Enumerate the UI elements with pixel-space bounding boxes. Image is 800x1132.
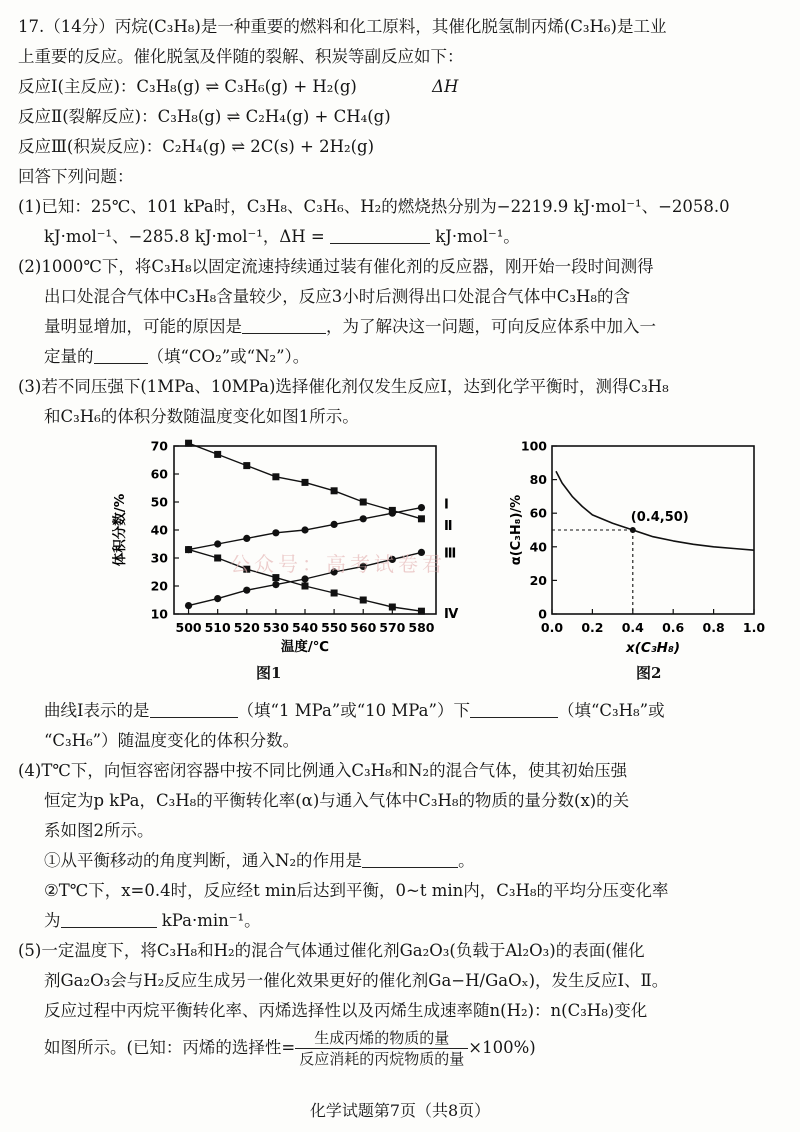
x-tick-label: 0.4 [621,620,644,635]
part2-line1: (2)1000℃下，将C₃H₈以固定流速持续通过装有催化剂的反应器，刚开始一段时间测得 [18,257,654,276]
x-axis-label: 温度/℃ [280,639,330,655]
answer-blank-6[interactable] [362,849,458,868]
part5-line2: 剂Ga₂O₃会与H₂反应生成另一催化效果更好的催化剂Ga−H/GaOₓ)，发生反应Ⅰ、Ⅱ。 [44,971,669,990]
x-tick-label: 570 [379,620,406,635]
x-tick-label: 0.6 [662,620,685,635]
answer-blank-7[interactable] [61,909,157,928]
y-tick-label: 20 [150,578,168,594]
part4-sub2-answer [18,906,786,936]
series-label-3: Ⅲ [444,546,457,562]
data-point [185,546,192,553]
part3-text-b: （填“1 MPa”或“10 MPa”）下 [237,701,470,720]
data-point [389,604,396,611]
part5-line1: (5)一定温度下，将C₃H₈和H₂的混合气体通过催化剂Ga₂O₃(负载于Al₂O₃)的表面(催化 [18,941,645,960]
data-point [185,440,192,447]
part3-line1: (3)若不同压强下(1MPa、10MPa)选择催化剂仅发生反应Ⅰ，达到化学平衡时，测得C₃H₈ [18,377,669,396]
part4-sub2-unit: kPa·min⁻¹。 [161,911,261,930]
data-point [272,473,279,480]
part3-text-c: （填“C₃H₈”或 [557,701,665,720]
part2-text-a: 量明显增加，可能的原因是 [44,317,242,336]
y-tick-label: 50 [150,494,168,510]
part2-text-b: ，为了解决这一问题，可向反应体系中加入一 [326,317,656,336]
annotation-label: (0.4,50) [630,510,689,525]
fraction-numerator: 生成丙烯的物质的量 [295,1028,468,1049]
question-intro-1: 17.（14分）丙烷(C₃H₈)是一种重要的燃料和化工原料，其催化脱氢制丙烯(C₃H₆)是工业 [18,17,667,36]
y-tick-label: 10 [150,606,168,622]
data-point [360,597,367,604]
part3-line2: 和C₃H₆的体积分数随温度变化如图1所示。 [44,407,359,426]
part4-sub2: ②T℃下，x=0.4时，反应经t min后达到平衡，0~t min内，C₃H₈的平均分压变化率 [44,881,669,900]
x-tick-label: 0.8 [702,620,725,635]
part3-text-a: 曲线Ⅰ表示的是 [44,701,150,720]
reaction-2 [18,102,786,132]
part5-text-a: 如图所示。(已知：丙烯的选择性= [44,1038,296,1057]
reaction-3 [18,132,786,162]
y-tick-label: 70 [150,438,168,454]
page-footer: 化学试题第7页（共8页） [309,1101,491,1120]
figure-2-chart [506,438,766,668]
data-point [272,529,279,536]
data-point [302,583,309,590]
x-axis-label: x(C₃H₈) [625,640,681,656]
data-point [302,479,309,486]
part1-unit: kJ·mol⁻¹。 [435,227,520,246]
data-point [243,587,250,594]
figure-1-caption: 图1 [256,664,282,682]
x-tick-label: 510 [204,620,231,635]
selectivity-fraction [295,1028,468,1069]
data-point [331,487,338,494]
part1-line1: (1)已知：25℃、101 kPa时，C₃H₈、C₃H₆、H₂的燃烧热分别为−2219.9 kJ·mol⁻¹、−2058.0 [18,197,730,216]
reaction-1-delta-h: ΔH [432,77,459,96]
y-tick-label: 30 [150,550,168,566]
part4-line1: (4)T℃下，向恒容密闭容器中按不同比例通入C₃H₈和N₂的混合气体，使其初始压强 [18,761,628,780]
reaction-3-equation: C₂H₄(g) ⇌ 2C(s) + 2H₂(g) [162,137,375,156]
data-point [214,540,221,547]
watermark: 公众号：高考试卷君 [230,552,446,576]
y-axis-label: 体积分数/% [112,493,128,567]
x-tick-label: 520 [233,620,260,635]
part3-line3 [18,696,786,726]
x-tick-label: 560 [350,620,377,635]
part1-text: kJ·mol⁻¹、−285.8 kJ·mol⁻¹，ΔH = [44,227,325,246]
reaction-1-label: 反应Ⅰ(主反应)： [18,77,137,96]
data-point [214,451,221,458]
data-point [301,526,308,533]
series-label-4: Ⅳ [444,607,459,623]
data-point [360,499,367,506]
answer-blank-1[interactable] [330,225,430,244]
reaction-2-label: 反应Ⅱ(裂解反应)： [18,107,158,126]
part2-text-c: 定量的 [44,347,94,366]
data-point [418,608,425,615]
data-point [243,462,250,469]
data-point [185,602,192,609]
y-tick-label: 20 [529,572,547,588]
part1-line2 [18,222,786,252]
x-tick-label: 550 [321,620,348,635]
answer-blank-2[interactable] [242,315,326,334]
answer-prompt: 回答下列问题： [18,167,134,186]
x-tick-label: 580 [408,620,435,635]
part4-sub1 [18,846,786,876]
exam-page [18,12,786,1070]
figure-2-caption: 图2 [636,664,662,682]
part3-line4: “C₃H₆”）随温度变化的体积分数。 [44,731,300,750]
reaction-3-label: 反应Ⅲ(积炭反应)： [18,137,163,156]
y-tick-label: 40 [529,539,547,555]
y-axis-label: α(C₃H₈)/% [509,494,524,566]
answer-blank-3[interactable] [94,345,148,364]
data-point [331,590,338,597]
reaction-2-equation: C₃H₈(g) ⇌ C₂H₄(g) + CH₄(g) [157,107,391,126]
series-label-1: Ⅰ [444,497,449,513]
part4-sub2-prefix: 为 [44,911,61,930]
annotation-point [630,527,636,533]
part4-line3: 系如图2所示。 [44,821,154,840]
series-label-2: Ⅱ [444,518,453,534]
y-tick-label: 60 [150,466,168,482]
x-tick-label: 0.2 [581,620,604,635]
data-point [272,581,279,588]
y-tick-label: 0 [538,606,547,622]
y-tick-label: 40 [150,522,168,538]
x-tick-label: 500 [175,620,202,635]
data-point [360,515,367,522]
data-point [389,507,396,514]
reaction-1-equation: C₃H₈(g) ⇌ C₃H₆(g) + H₂(g) [136,77,357,96]
answer-blank-4[interactable] [150,699,238,718]
part5-line4 [18,1026,786,1070]
part4-line2: 恒定为p kPa，C₃H₈的平衡转化率(α)与通入气体中C₃H₈的物质的量分数(x)的关 [44,791,630,810]
x-tick-label: 530 [262,620,289,635]
part5-text-b: ×100%) [468,1038,536,1057]
x-tick-label: 1.0 [742,620,766,635]
data-point [214,555,221,562]
answer-blank-5[interactable] [470,699,558,718]
data-point [418,504,425,511]
y-tick-label: 100 [520,438,547,454]
part4-sub1-text: ①从平衡移动的角度判断，通入N₂的作用是 [44,851,363,870]
data-point [214,595,221,602]
data-point [331,521,338,528]
part4-sub1-end: 。 [458,851,475,870]
question-intro-2: 上重要的反应。催化脱氢及伴随的裂解、积炭等副反应如下： [18,47,464,66]
fraction-denominator: 反应消耗的丙烷物质的量 [299,1050,465,1068]
y-tick-label: 60 [529,505,547,521]
part5-line3: 反应过程中丙烷平衡转化率、丙烯选择性以及丙烯生成速率随n(H₂)：n(C₃H₈)变化 [44,1001,648,1020]
part2-line3 [18,312,786,342]
data-point [243,535,250,542]
part2-line2: 出口处混合气体中C₃H₈含量较少，反应3小时后测得出口处混合气体中C₃H₈的含 [44,287,630,306]
y-tick-label: 80 [529,472,547,488]
part2-line4 [18,342,786,372]
data-point [418,515,425,522]
x-tick-label: 0.0 [540,620,564,635]
reaction-1 [18,72,786,102]
x-tick-label: 540 [291,620,319,635]
part2-text-d: （填“CO₂”或“N₂”）。 [147,347,310,366]
